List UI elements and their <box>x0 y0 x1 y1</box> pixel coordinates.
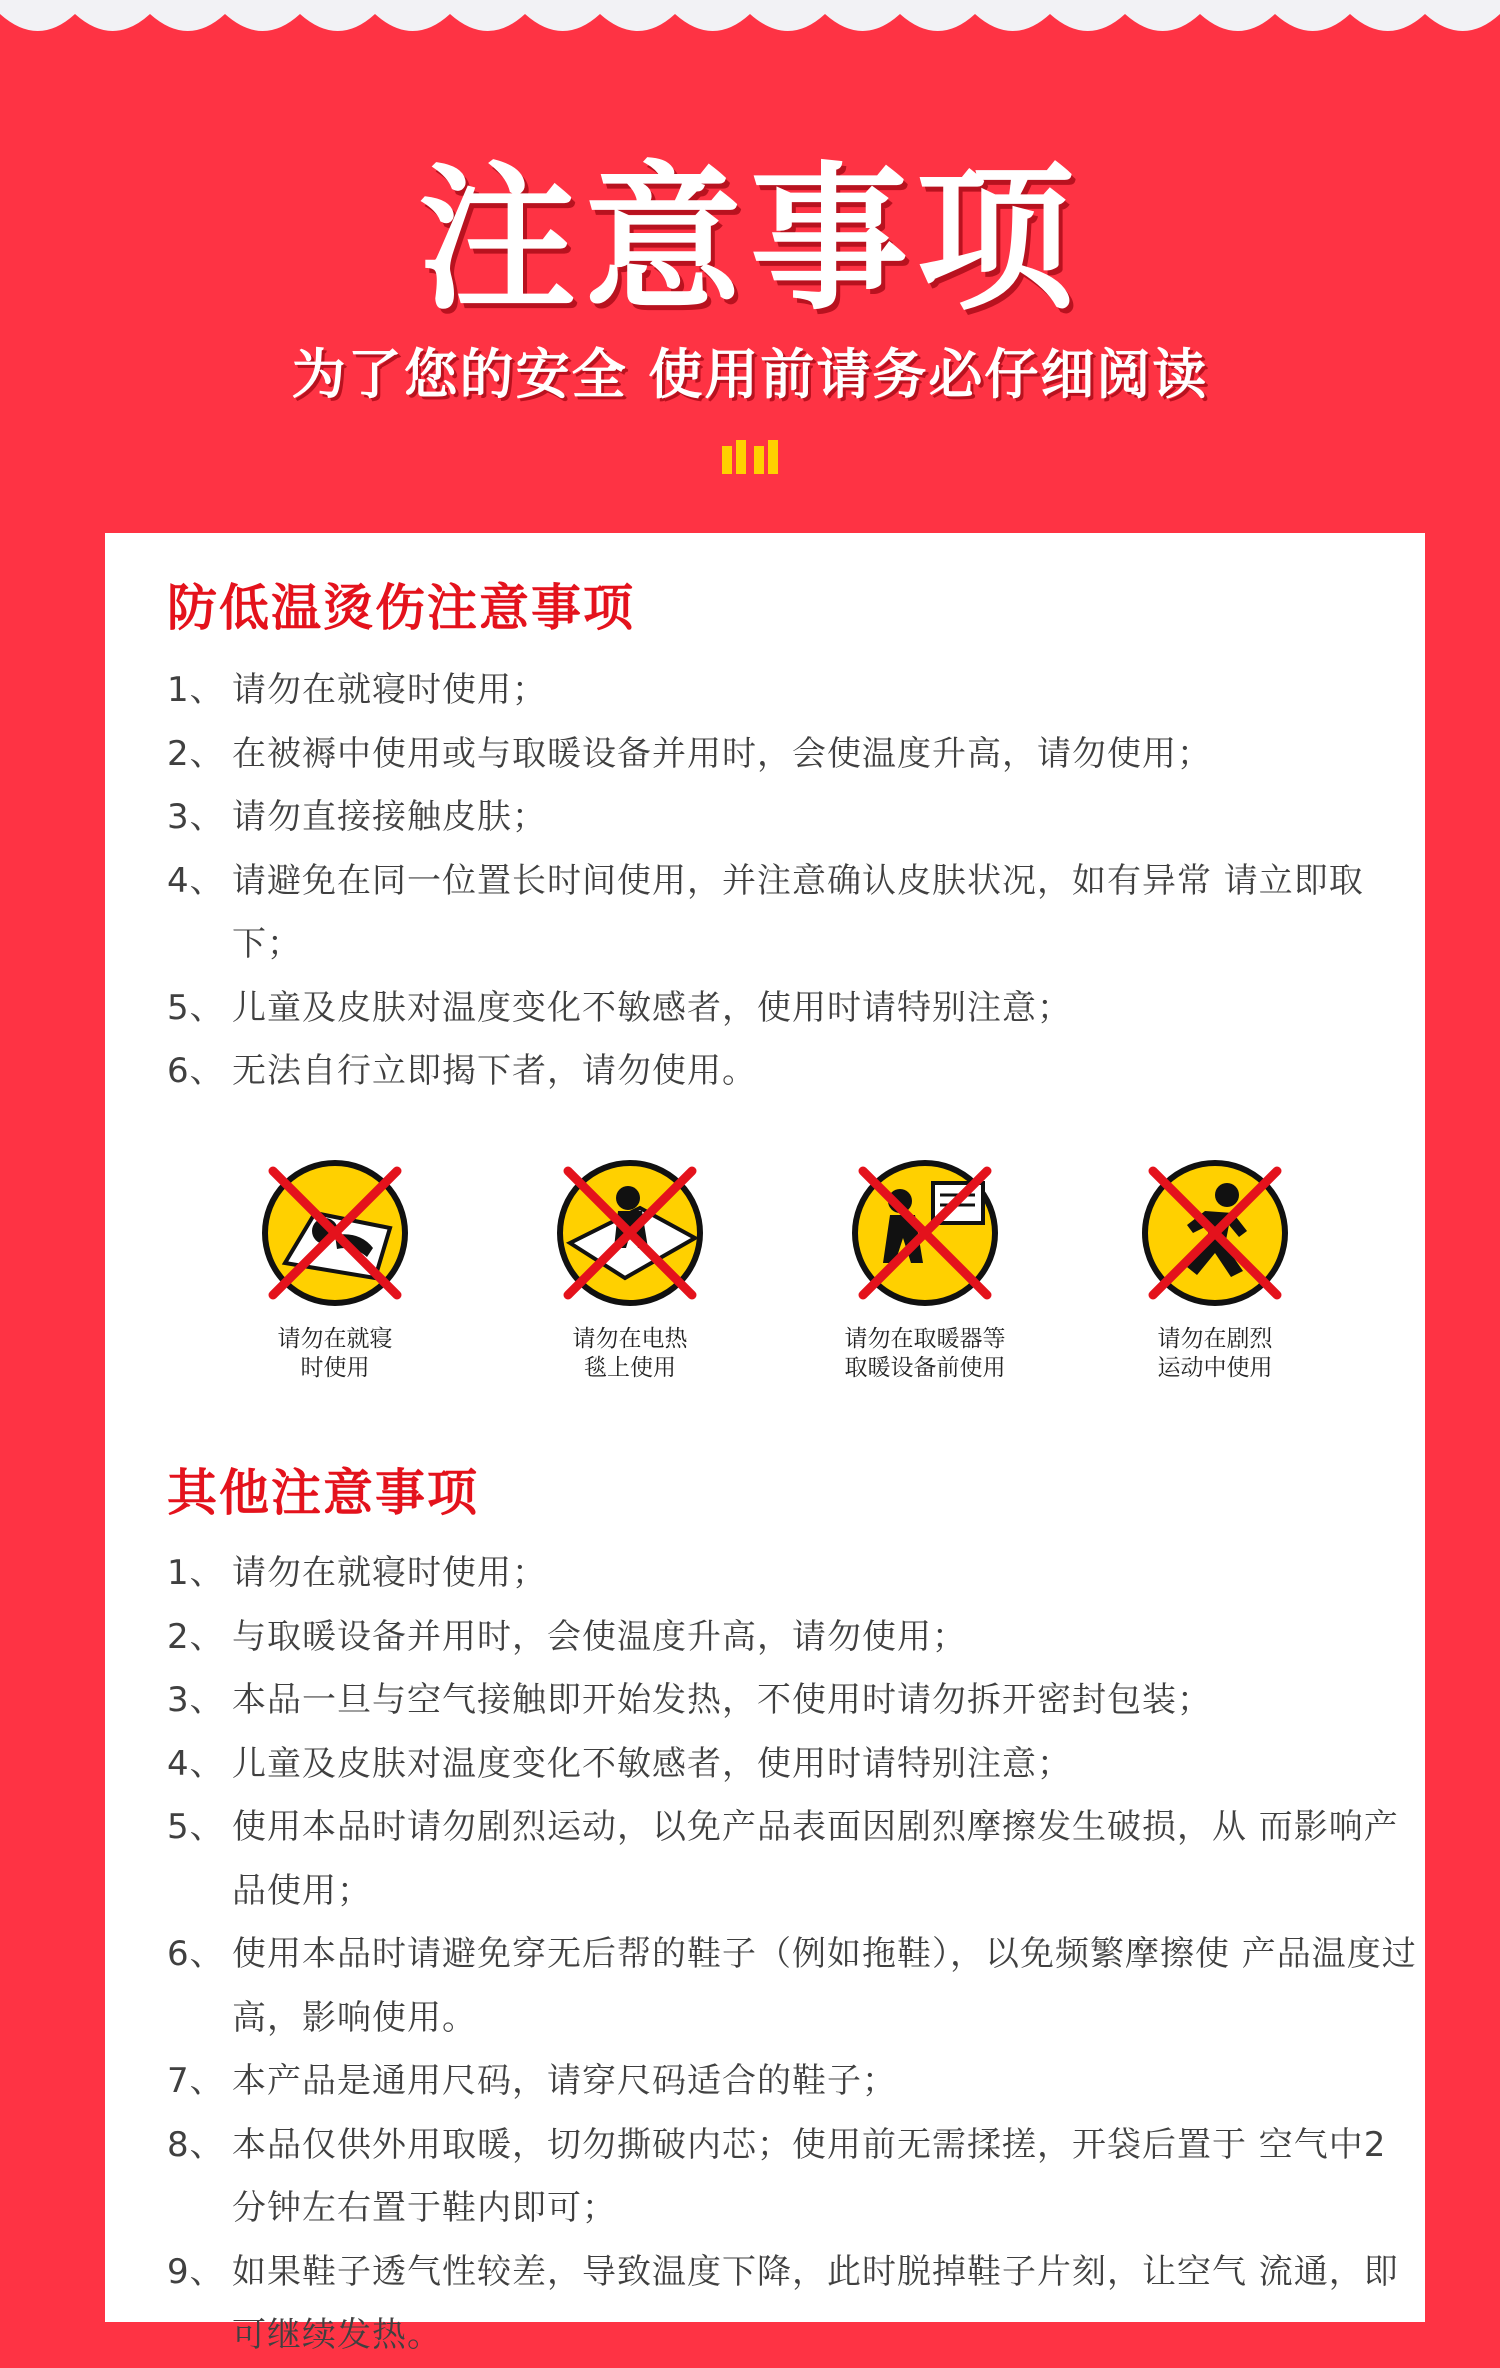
list-item: 1、 请勿在就寝时使用； <box>167 1553 547 1593</box>
page-title: 注意事项 <box>418 148 1082 332</box>
list-item: 3、 本品一旦与空气接触即开始发热，不使用时请勿拆开密封包装； <box>167 1680 1212 1720</box>
section-title-other: 其他注意事项 <box>167 1464 479 1522</box>
warning-caption: 请勿在取暖器等 取暖设备前使用 <box>844 1326 1006 1381</box>
list-item: 9、 如果鞋子透气性较差，导致温度下降，此时脱掉鞋子片刻，让空气 流通，即可继续发热。 <box>167 2251 1399 2355</box>
list-item: 2、 在被褥中使用或与取暖设备并用时，会使温度升高，请勿使用； <box>167 733 1212 774</box>
section-title-low-temp-burn: 防低温烫伤注意事项 <box>167 579 635 637</box>
list-item: 2、 与取暖设备并用时，会使温度升高，请勿使用； <box>167 1616 967 1657</box>
no-heater-icon <box>845 1153 1005 1313</box>
warning-exercise <box>1085 1153 1345 1413</box>
warning-sleeping <box>205 1153 465 1413</box>
list-item: 8、 本品仅供外用取暖，切勿撕破内芯；使用前无需揉搓，开袋后置于 空气中2分钟左右置于鞋内即可； <box>167 2124 1387 2228</box>
warning-caption: 请勿在剧烈 运动中使用 <box>1157 1326 1273 1381</box>
list-item: 4、 请避免在同一位置长时间使用，并注意确认皮肤状况，如有异常 请立即取下； <box>167 860 1364 964</box>
warning-caption: 请勿在电热 毯上使用 <box>572 1326 688 1381</box>
warning-icons-row <box>105 1153 1425 1413</box>
list-item: 7、 本产品是通用尺码，请穿尺码适合的鞋子； <box>167 2061 897 2101</box>
page-subtitle: 为了您的安全 使用前请务必仔细阅读 <box>291 343 1209 406</box>
no-electric-blanket-icon <box>550 1153 710 1313</box>
list-item: 6、 无法自行立即揭下者，请勿使用。 <box>167 1051 757 1091</box>
list-item: 6、 使用本品时请避免穿无后帮的鞋子（例如拖鞋），以免频繁摩擦使 产品温度过高，影响使用。 <box>167 1934 1417 2038</box>
warning-electric-blanket <box>500 1153 760 1413</box>
no-exercise-icon <box>1135 1153 1295 1313</box>
low-temp-burn-list <box>167 659 1387 1104</box>
quote-mark-icon <box>722 440 778 474</box>
list-item: 4、 儿童及皮肤对温度变化不敏感者，使用时请特别注意； <box>167 1743 1072 1784</box>
list-item: 5、 儿童及皮肤对温度变化不敏感者，使用时请特别注意； <box>167 987 1072 1028</box>
warning-heater <box>795 1153 1055 1413</box>
warning-caption: 请勿在就寝 时使用 <box>277 1326 393 1381</box>
content-panel <box>105 533 1425 2355</box>
list-item: 3、 请勿直接接触皮肤； <box>167 797 547 837</box>
list-item: 1、 请勿在就寝时使用； <box>167 670 547 710</box>
other-notes-list <box>167 1542 1417 2368</box>
top-wave-border <box>0 0 1500 60</box>
no-sleeping-icon <box>255 1153 415 1313</box>
list-item: 5、 使用本品时请勿剧烈运动，以免产品表面因剧烈摩擦发生破损，从 而影响产品使用； <box>167 1807 1399 1911</box>
